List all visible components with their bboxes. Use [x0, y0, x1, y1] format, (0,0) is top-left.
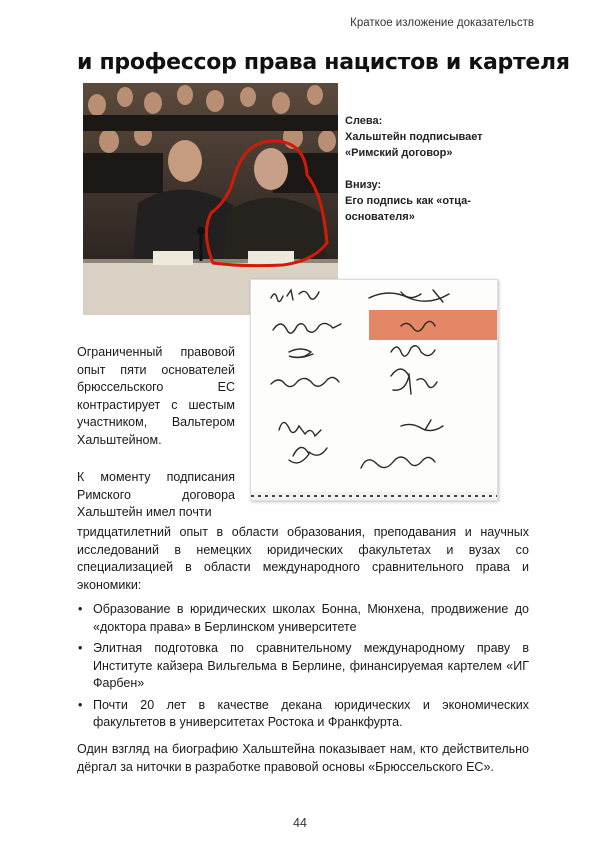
- page-title: и профессор права нацистов и картеля: [77, 50, 570, 75]
- list-item: • Образование в юридических школах Бонна, Мюнхена, продвижение до «доктора права» в Берлинском университете: [78, 602, 529, 634]
- credentials-list: [77, 601, 529, 736]
- paragraph-experience-cont: тридцатилетний опыт в области образования, преподавания и научных исследований в немецких юридических факультетах и вузах со специализацией в области международного сравнительного права и экономики:: [77, 525, 529, 592]
- caption-bottom-label: Внизу:: [345, 179, 382, 191]
- list-item: • Почти 20 лет в качестве декана юридических и экономических факультетов в университетах Ростока и Франкфурта.: [78, 697, 529, 729]
- paragraph-closing: Один взгляд на биографию Хальштейна показывает нам, кто действительно дёргал за ниточки в разработке правовой основы «Брюссельского ЕС».: [77, 742, 529, 774]
- caption-left-label: Слева:: [345, 115, 383, 127]
- caption-left-text: Хальштейн подписывает «Римский договор»: [345, 131, 483, 159]
- page-number: 44: [293, 816, 307, 830]
- running-head: Краткое изложение доказательств: [350, 17, 534, 29]
- paragraph-founders: Ограниченный правовой опыт пяти основателей брюссельского ЕС контрастирует с шестым участником, Вальтером Хальштейном.: [77, 345, 235, 447]
- paragraph-experience-start: К моменту подписания Римского договора Хальштейн имел почти: [77, 470, 235, 519]
- photo-caption: [345, 113, 515, 225]
- signatures-image: [250, 279, 498, 501]
- list-item: • Элитная подготовка по сравнительному международному праву в Институте кайзера Вильгельма в Берлине, финансируемая картелем «ИГ Фарбен»: [78, 641, 529, 690]
- caption-bottom-text: Его подпись как «отца-основателя»: [345, 195, 471, 223]
